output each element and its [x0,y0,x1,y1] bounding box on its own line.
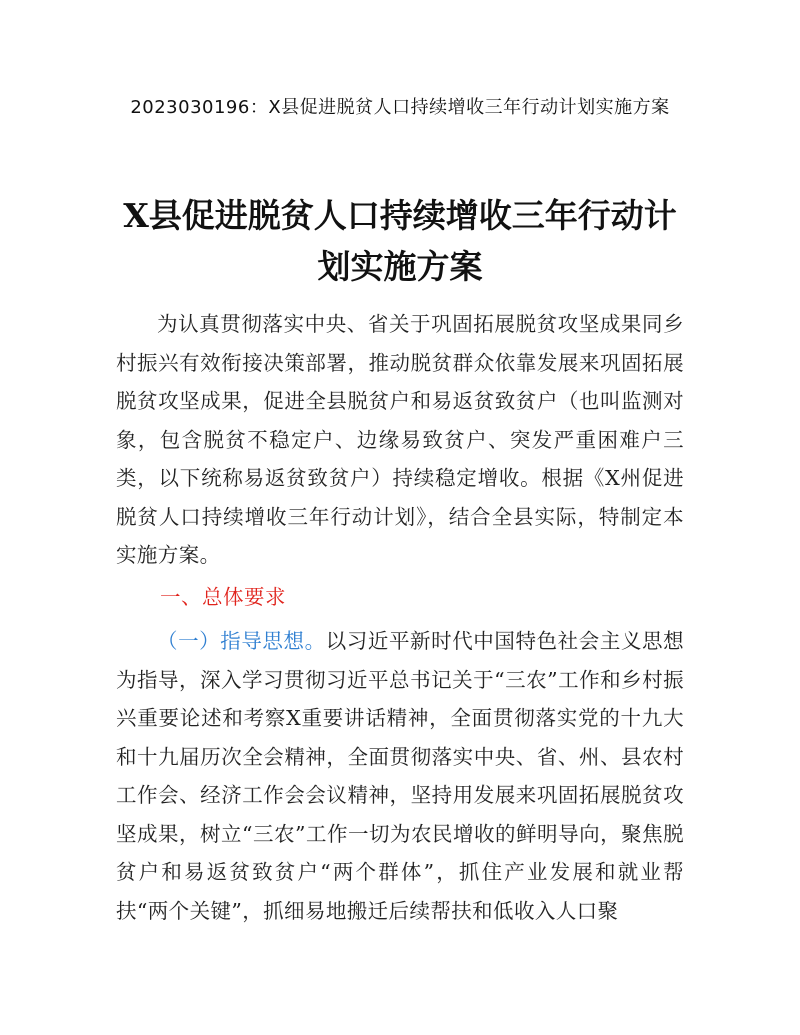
intro-paragraph: 为认真贯彻落实中央、省关于巩固拓展脱贫攻坚成果同乡村振兴有效衔接决策部署，推动脱贫群众依靠发展来巩固拓展脱贫攻坚成果，促进全县脱贫户和易返贫致贫户（也叫监测对象，包含脱贫不稳定户、边缘易致贫户、突发严重困难户三类，以下统称易返贫致贫户）持续稳定增收。根据《X州促进脱贫人口持续增收三年行动计划》，结合全县实际，特制定本实施方案。 [116,312,684,567]
subsection-heading-guiding-ideology: （一）指导思想。 [157,629,326,653]
document-title: X县促进脱贫人口持续增收三年行动计划实施方案 [123,196,677,286]
file-header-line: 2023030196：X县促进脱贫人口持续增收三年行动计划实施方案 [130,97,670,118]
section-heading-overall-requirements: 一、总体要求 [160,585,286,609]
guiding-ideology-paragraph [116,622,684,930]
guiding-ideology-text: 以习近平新时代中国特色社会主义思想为指导，深入学习贯彻习近平总书记关于“三农”工作和乡村振兴重要论述和考察X重要讲话精神，全面贯彻落实党的十九大和十九届历次全会精神，全面贯彻落实中央、省、州、县农村工作会、经济工作会会议精神，坚持用发展来巩固拓展脱贫攻坚成果，树立“三农”工作一切为农民增收的鲜明导向，聚焦脱贫户和易返贫致贫户“两个群体”，抓住产业发展和就业帮扶“两个关键”，抓细易地搬迁后续帮扶和低收入人口聚 [116,629,684,923]
